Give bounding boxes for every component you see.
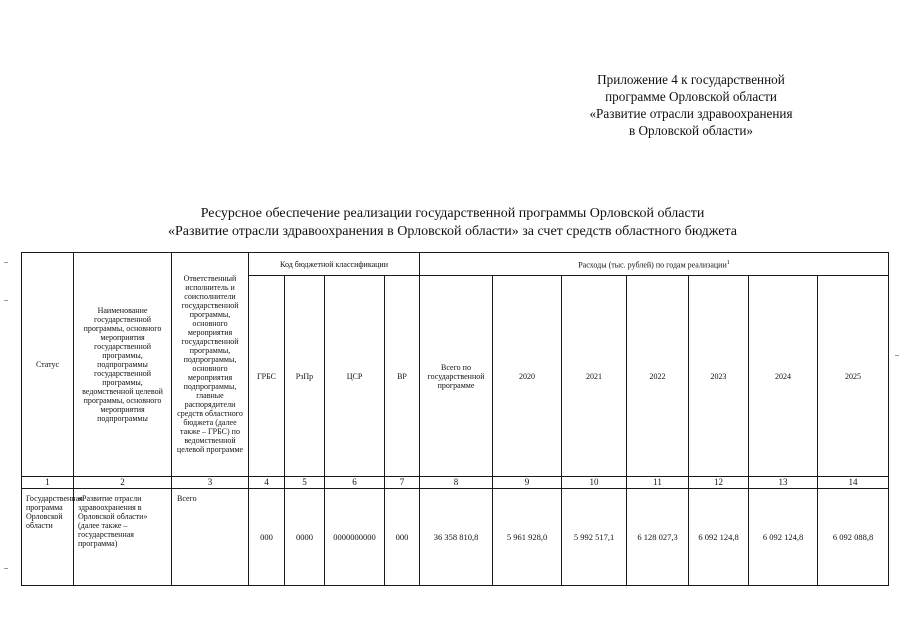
column-number: 11 <box>653 477 662 487</box>
row-name-text: «Развитие отрасли здравоохранения в Орловской области» (далее также – государственная программа) <box>78 494 148 548</box>
cell-vr: 000 <box>395 531 409 542</box>
cell-2021: 5 992 517,1 <box>573 531 615 542</box>
expenses-text: Расходы (тыс. рублей) по годам реализации <box>578 260 727 270</box>
column-number: 2 <box>120 477 125 487</box>
column-number: 4 <box>264 477 269 487</box>
resource-table <box>21 252 889 586</box>
header-expenses-label <box>578 259 730 270</box>
header-status <box>22 253 73 476</box>
header-total <box>425 276 487 476</box>
cell-2020: 5 961 928,0 <box>506 531 548 542</box>
column-number: 14 <box>848 477 858 487</box>
column-number: 7 <box>399 477 405 487</box>
table-border-right <box>888 252 889 586</box>
header-status-label: Статус <box>35 360 60 369</box>
title-line: «Развитие отрасли здравоохранения в Орловской области» за счет средств областного бюджета <box>168 224 737 239</box>
row-name <box>78 494 166 584</box>
scan-mark <box>4 568 8 569</box>
column-rule <box>73 252 74 586</box>
column-number: 1 <box>45 477 50 487</box>
header-budget-code <box>249 253 419 275</box>
cell-grbs: 000 <box>260 531 273 542</box>
cell-rzpr: 0000 <box>296 531 313 542</box>
row-executor-text: Всего <box>177 494 197 503</box>
year-label: 2023 <box>710 371 727 381</box>
year-label: 2022 <box>649 371 666 381</box>
scan-mark <box>4 262 8 263</box>
column-number: 12 <box>714 477 723 487</box>
column-number: 5 <box>302 477 307 487</box>
cell-2024: 6 092 124,8 <box>762 531 804 542</box>
scan-mark <box>4 300 8 301</box>
column-rule <box>171 252 172 586</box>
header-rzpr-label: РзПр <box>295 371 314 381</box>
header-year-2024 <box>749 276 817 476</box>
year-label: 2024 <box>775 371 791 381</box>
title-line: Ресурсное обеспечение реализации государственной программы Орловской области <box>200 206 705 221</box>
numbers-row-rule <box>21 488 889 489</box>
header-executor <box>174 254 246 474</box>
column-number: 9 <box>524 477 530 487</box>
cell-2023: 6 092 124,8 <box>698 531 739 542</box>
year-label: 2025 <box>845 371 861 381</box>
header-csr <box>325 276 384 476</box>
year-label: 2020 <box>519 371 535 381</box>
document-title <box>0 205 905 241</box>
header-budget-code-label: Код бюджетной классификации <box>280 259 388 269</box>
table-border-bottom <box>21 585 889 586</box>
header-grbs-label: ГРБС <box>257 371 276 381</box>
header-total-label: Всего по государственной программе <box>427 362 485 390</box>
header-grbs <box>249 276 284 476</box>
header-year-2020 <box>493 276 561 476</box>
header-year-2025 <box>818 276 888 476</box>
row-executor <box>177 494 245 584</box>
appendix-line: «Развитие отрасли здравоохранения <box>589 106 793 121</box>
scan-mark <box>895 355 899 356</box>
footnote-mark: 1 <box>726 259 730 266</box>
cell-total: 36 358 810,8 <box>433 531 479 542</box>
header-vr <box>385 276 419 476</box>
appendix-line: программе Орловской области <box>605 89 777 104</box>
header-year-2023 <box>689 276 748 476</box>
header-expenses <box>420 253 888 275</box>
cell-csr: 0000000000 <box>333 531 376 542</box>
header-year-2022 <box>627 276 688 476</box>
header-name-label: Наименование государственной программы, основного мероприятия государственной программы, подпрограммы государственной программы, ведомственной целевой программы, основного мероприятия подпрограммы <box>82 306 163 423</box>
appendix-line: в Орловской области» <box>628 123 753 138</box>
column-number: 10 <box>589 477 599 487</box>
cell-2022: 6 128 027,3 <box>637 531 678 542</box>
appendix-heading <box>560 71 822 139</box>
column-number: 8 <box>453 477 459 487</box>
row-status-text: Государственная программа Орловской области <box>26 494 83 530</box>
cell-2025: 6 092 088,8 <box>832 531 874 542</box>
appendix-line: Приложение 4 к государственной <box>597 72 785 87</box>
header-name <box>77 253 168 476</box>
column-number: 6 <box>352 477 357 487</box>
column-number: 13 <box>778 477 788 487</box>
header-rzpr <box>285 276 324 476</box>
row-status <box>26 494 83 584</box>
header-year-2021 <box>562 276 626 476</box>
column-number: 3 <box>207 477 213 487</box>
header-executor-label: Ответственный исполнитель и соисполнители государственной программы, основного мероприятия государственной программы, подпрограммы, основного мероприятия подпрограммы, главные распорядители средств областного бюджета (далее также – ГРБС) по ведомственной целевой программе <box>176 274 244 454</box>
header-csr-label: ЦСР <box>346 371 363 381</box>
header-vr-label: ВР <box>397 371 407 381</box>
year-label: 2021 <box>586 371 602 381</box>
